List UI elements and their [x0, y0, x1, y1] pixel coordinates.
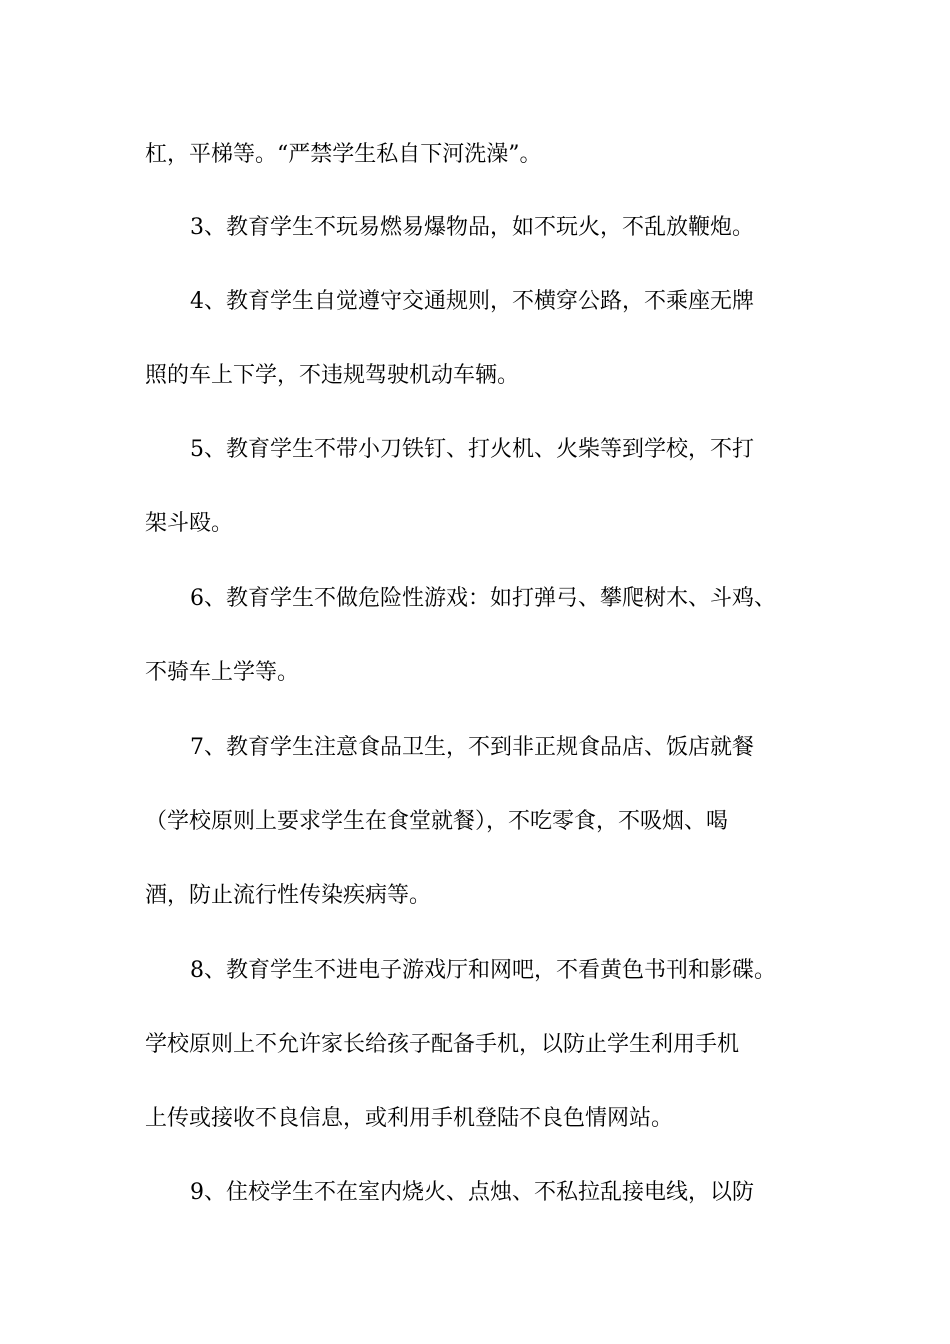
text-line-11: 酒，防止流行性传染疾病等。 [145, 883, 432, 908]
text-line-8: 不骑车上学等。 [145, 660, 300, 685]
text-line-7: 6、教育学生不做危险性游戏：如打弹弓、攀爬树木、斗鸡、 [190, 586, 776, 611]
text-line-5: 5、教育学生不带小刀铁钉、打火机、火柴等到学校，不打 [190, 437, 754, 462]
text-line-3: 4、教育学生自觉遵守交通规则，不横穿公路，不乘座无牌 [190, 289, 754, 314]
text-line-14: 上传或接收不良信息，或利用手机登陆不良色情网站。 [145, 1106, 674, 1131]
text-line-6: 架斗殴。 [145, 511, 234, 536]
text-line-4: 照的车上下学，不违规驾驶机动车辆。 [145, 363, 520, 388]
text-line-9: 7、教育学生注意食品卫生，不到非正规食品店、饭店就餐 [190, 735, 754, 760]
text-line-2: 3、教育学生不玩易燃易爆物品，如不玩火，不乱放鞭炮。 [190, 215, 754, 240]
text-line-1: 杠，平梯等。“严禁学生私自下河洗澡”。 [145, 142, 542, 167]
text-line-12: 8、教育学生不进电子游戏厅和网吧，不看黄色书刊和影碟。 [190, 958, 776, 983]
text-line-10: （学校原则上要求学生在食堂就餐），不吃零食，不吸烟、喝 [145, 809, 729, 834]
text-line-13: 学校原则上不允许家长给孩子配备手机，以防止学生利用手机 [145, 1032, 740, 1057]
text-line-15: 9、住校学生不在室内烧火、点烛、不私拉乱接电线，以防 [190, 1180, 754, 1205]
